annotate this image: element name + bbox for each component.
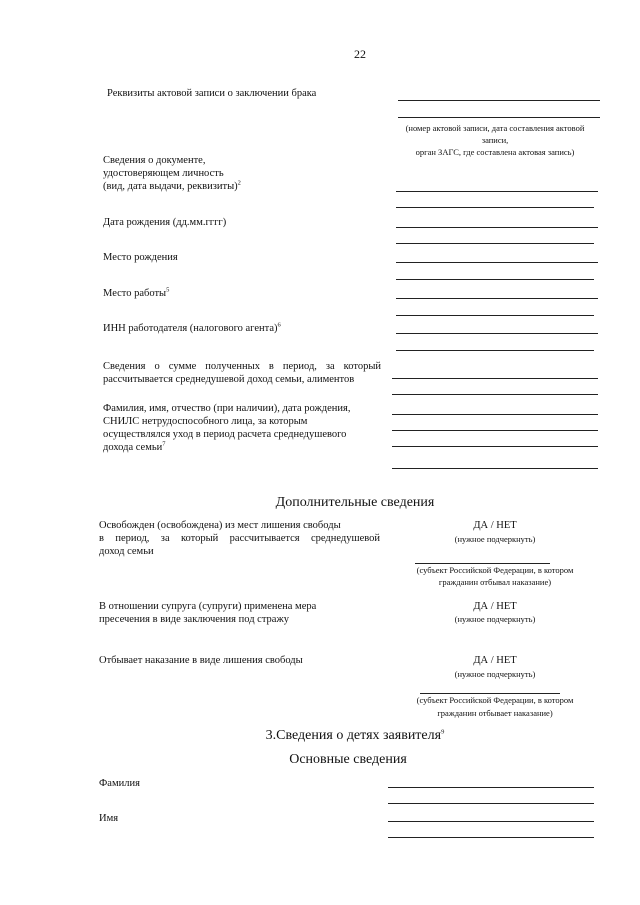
identity-doc-label-3: (вид, дата выдачи, реквизиты)$^2$ <box>103 179 241 192</box>
birth-date-line-1[interactable] <box>396 227 598 228</box>
disabled-person-label-3: осуществлялся уход в период расчета среднедушевого <box>103 429 347 440</box>
birth-date-label: Дата рождения (дд.мм.гггг) <box>103 217 227 228</box>
identity-doc-line-2[interactable] <box>396 207 594 208</box>
alimony-line-2[interactable] <box>392 394 598 395</box>
disabled-person-label-2: СНИЛС нетрудоспособного лица, за которым <box>103 416 308 427</box>
child-surname-line-2[interactable] <box>388 803 594 804</box>
released-region-line[interactable] <box>415 563 550 564</box>
child-name-label: Имя <box>99 813 119 824</box>
marriage-record-label: Реквизиты актовой записи о заключении брака <box>107 88 317 99</box>
serving-yes-no[interactable]: ДА / НЕТ <box>473 655 517 666</box>
child-name-line-2[interactable] <box>388 837 594 838</box>
identity-doc-label-2: удостоверяющем личность <box>103 168 224 179</box>
identity-doc-label-1: Сведения о документе, <box>103 155 206 166</box>
workplace-label: Место работы$^5$ <box>103 286 170 299</box>
identity-doc-line-1[interactable] <box>396 191 598 192</box>
disabled-person-line-3[interactable] <box>392 446 598 447</box>
marriage-record-line-2[interactable] <box>398 117 600 118</box>
birth-date-line-2[interactable] <box>396 243 594 244</box>
alimony-label-1: Сведения о сумме полученных в период, за который <box>103 361 381 372</box>
workplace-line-2[interactable] <box>396 315 594 316</box>
serving-subject-note-2: гражданин отбывает наказание) <box>437 708 553 718</box>
released-label-1: Освобожден (освобождена) из мест лишения свободы <box>99 520 341 531</box>
employer-inn-label: ИНН работодателя (налогового агента)$^6$ <box>103 321 281 334</box>
employer-inn-line-2[interactable] <box>396 350 594 351</box>
serving-region-line[interactable] <box>420 693 560 694</box>
detention-yes-no[interactable]: ДА / НЕТ <box>473 601 517 612</box>
released-subject-note-2: гражданин отбывал наказание) <box>438 577 552 587</box>
disabled-person-line-1[interactable] <box>392 414 598 415</box>
detention-underline-note: (нужное подчеркнуть) <box>454 614 536 624</box>
released-label-3: доход семьи <box>99 546 154 557</box>
released-underline-note: (нужное подчеркнуть) <box>454 534 536 544</box>
alimony-label-2: рассчитывается среднедушевой доход семьи, алиментов <box>103 374 355 385</box>
serving-label: Отбывает наказание в виде лишения свободы <box>99 655 303 666</box>
marriage-record-note-3: орган ЗАГС, где составлена актовая запись) <box>415 147 575 157</box>
disabled-person-label-1: Фамилия, имя, отчество (при наличии), дата рождения, <box>103 403 351 414</box>
marriage-record-note-1: (номер актовой записи, дата составления актовой <box>405 123 585 133</box>
birth-place-line-2[interactable] <box>396 279 594 280</box>
disabled-person-line-4[interactable] <box>392 468 598 469</box>
child-surname-line-1[interactable] <box>388 787 594 788</box>
disabled-person-label-4: дохода семьи$^7$ <box>103 440 166 453</box>
child-name-line-1[interactable] <box>388 821 594 822</box>
released-label-2: в период, за который рассчитывается среднедушевой <box>99 533 380 544</box>
serving-underline-note: (нужное подчеркнуть) <box>454 669 536 679</box>
detention-label-1: В отношении супруга (супруги) применена мера <box>99 601 317 612</box>
children-section-title: 3.Сведения о детях заявителя$^9$ <box>265 728 445 743</box>
additional-info-heading: Дополнительные сведения <box>275 495 435 510</box>
page-number: 22 <box>354 47 366 61</box>
children-main-info-heading: Основные сведения <box>289 752 407 767</box>
serving-subject-note-1: (субъект Российской Федерации, в котором <box>416 695 574 705</box>
child-surname-label: Фамилия <box>99 778 140 789</box>
marriage-record-note-2: записи, <box>481 135 509 145</box>
marriage-record-line-1[interactable] <box>398 100 600 101</box>
birth-place-label: Место рождения <box>103 252 178 263</box>
employer-inn-line-1[interactable] <box>396 333 598 334</box>
workplace-line-1[interactable] <box>396 298 598 299</box>
detention-label-2: пресечения в виде заключения под стражу <box>99 614 289 625</box>
released-yes-no[interactable]: ДА / НЕТ <box>473 520 517 531</box>
disabled-person-line-2[interactable] <box>392 430 598 431</box>
released-subject-note-1: (субъект Российской Федерации, в котором <box>416 565 574 575</box>
birth-place-line-1[interactable] <box>396 262 598 263</box>
alimony-line-1[interactable] <box>392 378 598 379</box>
